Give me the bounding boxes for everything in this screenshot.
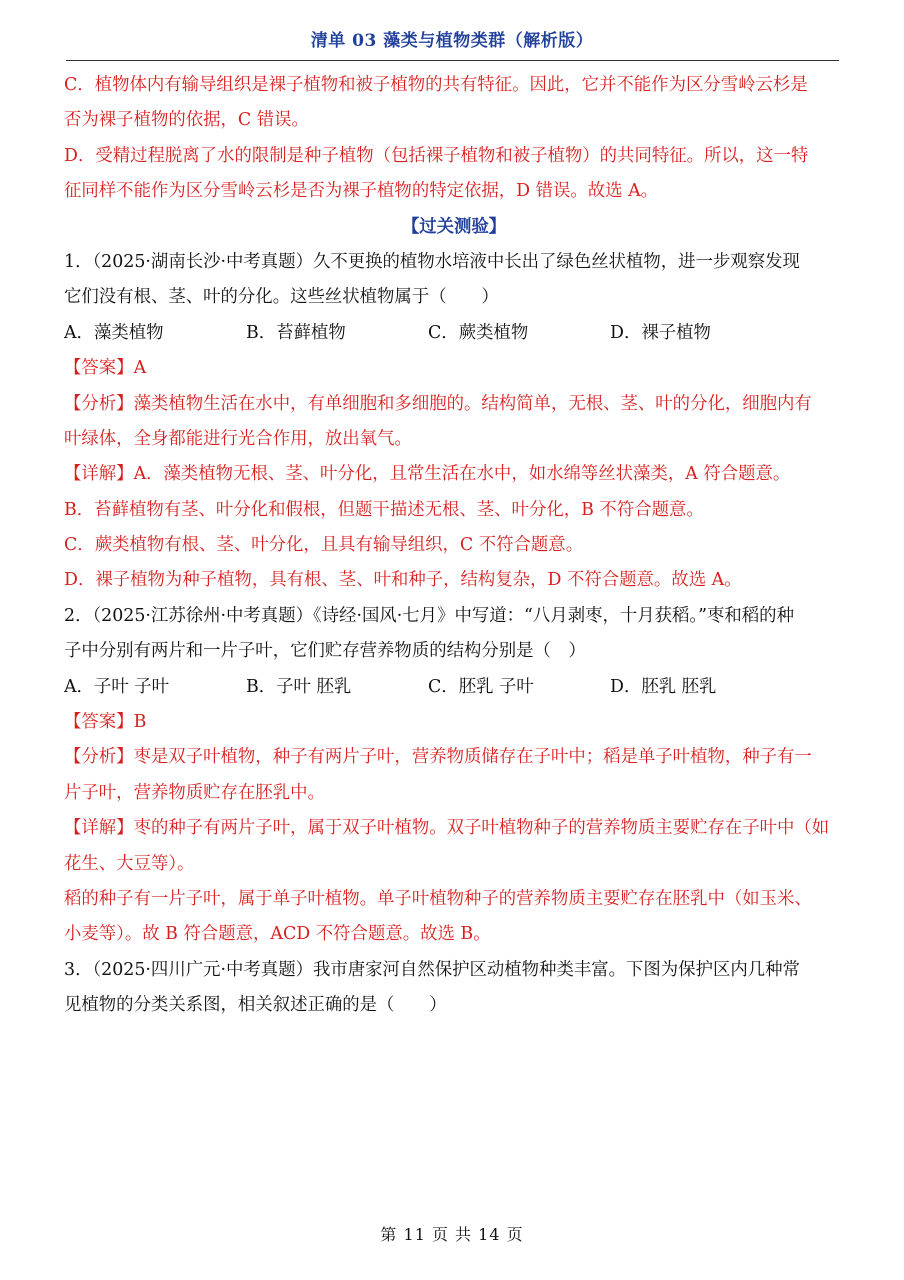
q3-stem-line2: 见植物的分类关系图，相关叙述正确的是（ ）: [64, 995, 447, 1016]
header-divider: [66, 60, 839, 61]
page-content: [64, 68, 844, 1024]
q1-option-a: A．藻类植物: [64, 322, 164, 343]
q1-option-b: B．苔藓植物: [246, 322, 346, 343]
q2-analysis-line1: 【分析】枣是双子叶植物，种子有两片子叶，营养物质储存在子叶中；稻是单子叶植物，种子有一: [64, 747, 812, 768]
q2-option-b: B．子叶 胚乳: [246, 676, 352, 697]
q2-stem-line1: 2．（2025·江苏徐州·中考真题）《诗经·国风·七月》中写道：“八月剥枣，十月获稻。”枣和稻的种: [64, 605, 794, 626]
q1-detail-line4: D．裸子植物为种子植物，具有根、茎、叶和种子，结构复杂，D 不符合题意。故选 A。: [64, 570, 742, 591]
prev-explanation-d-line1: D．受精过程脱离了水的限制是种子植物（包括裸子植物和被子植物）的共同特征。所以，这一特: [64, 145, 809, 166]
q1-analysis-line2: 叶绿体，全身都能进行光合作用，放出氧气。: [64, 428, 412, 449]
q1-detail-line3: C．蕨类植物有根、茎、叶分化，且具有输导组织，C 不符合题意。: [64, 535, 584, 556]
q2-option-d: D．胚乳 胚乳: [610, 676, 717, 697]
q1-detail-line2: B．苔藓植物有茎、叶分化和假根，但题干描述无根、茎、叶分化，B 不符合题意。: [64, 499, 704, 520]
q1-answer: 【答案】A: [64, 358, 147, 379]
q2-detail-line2: 花生、大豆等）。: [64, 853, 195, 874]
page-header-title: 清单 03 藻类与植物类群（解析版）: [310, 31, 594, 51]
q2-detail-line3: 稻的种子有一片子叶，属于单子叶植物。单子叶植物种子的营养物质主要贮存在胚乳中（如玉米、: [64, 888, 812, 909]
q1-option-d: D．裸子植物: [610, 322, 711, 343]
q1-stem-line2: 它们没有根、茎、叶的分化。这些丝状植物属于（ ）: [64, 287, 499, 308]
q2-option-c: C．胚乳 子叶: [428, 676, 534, 697]
q1-analysis-line1: 【分析】藻类植物生活在水中，有单细胞和多细胞的。结构简单，无根、茎、叶的分化，细胞内有: [64, 393, 812, 414]
page-number-footer: 第 11 页 共 14 页: [380, 1225, 524, 1244]
q2-detail-line4: 小麦等）。故 B 符合题意，ACD 不符合题意。故选 B。: [64, 924, 491, 945]
section-title: 【过关测验】: [401, 216, 507, 237]
q2-option-a: A．子叶 子叶: [64, 676, 170, 697]
q2-stem-line2: 子中分别有两片和一片子叶，它们贮存营养物质的结构分别是（ ）: [64, 641, 586, 662]
prev-explanation-c-line2: 否为裸子植物的依据，C 错误。: [64, 110, 309, 131]
q2-options: [64, 670, 844, 705]
q1-option-c: C．蕨类植物: [428, 322, 529, 343]
prev-explanation-d-line2: 征同样不能作为区分雪岭云杉是否为裸子植物的特定依据，D 错误。故选 A。: [64, 181, 659, 202]
q1-stem-line1: 1．（2025·湖南长沙·中考真题）久不更换的植物水培液中长出了绿色丝状植物，进一步观察发现: [64, 251, 800, 272]
q1-detail-line1: 【详解】A．藻类植物无根、茎、叶分化，且常生活在水中，如水绵等丝状藻类，A 符合题意。: [64, 464, 791, 485]
q1-options: [64, 316, 844, 351]
q2-analysis-line2: 片子叶，营养物质贮存在胚乳中。: [64, 782, 325, 803]
prev-explanation-c-line1: C．植物体内有输导组织是裸子植物和被子植物的共有特征。因此，它并不能作为区分雪岭云杉是: [64, 75, 808, 95]
q2-detail-line1: 【详解】枣的种子有两片子叶，属于双子叶植物。双子叶植物种子的营养物质主要贮存在子叶中（如: [64, 818, 830, 839]
q2-answer: 【答案】B: [64, 712, 147, 733]
q3-stem-line1: 3．（2025·四川广元·中考真题）我市唐家河自然保护区动植物种类丰富。下图为保护区内几种常: [64, 959, 800, 980]
